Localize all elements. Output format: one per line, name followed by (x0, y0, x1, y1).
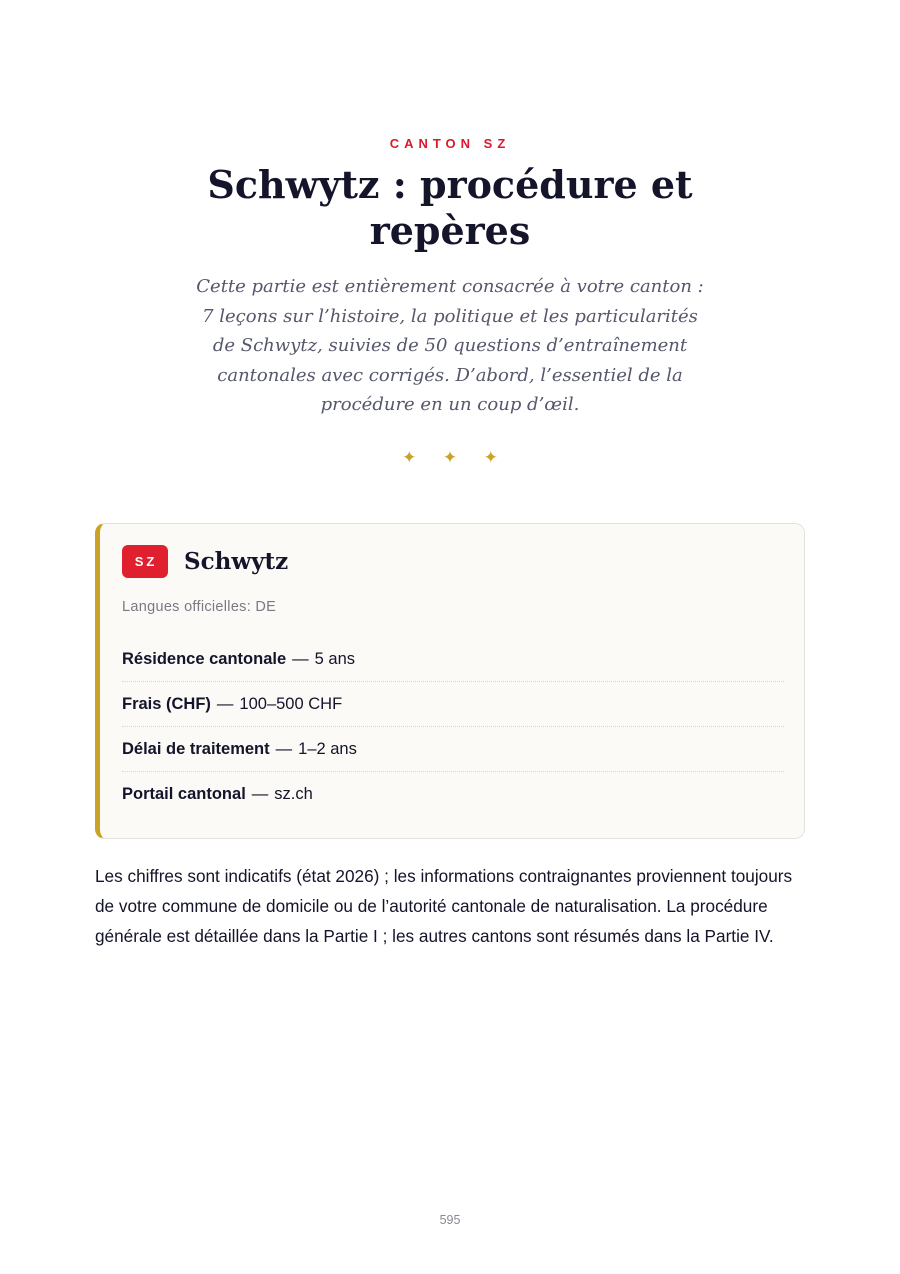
fact-separator: — (216, 694, 234, 713)
fact-separator: — (292, 649, 309, 668)
fact-value: 1–2 ans (298, 739, 357, 758)
fact-row-fees (122, 682, 784, 727)
canton-summary-card (95, 523, 805, 839)
fact-value: 100–500 CHF (239, 694, 343, 713)
fact-separator: — (251, 785, 269, 803)
body-paragraph: Les chiffres sont indicatifs (état 2026) ; les informations contraignantes proviennent toujours de votre commune de domicile ou de l’autorité cantonale de naturalisation. La procédure générale est détaillée dans la Partie I ; les autres cantons sont résumés dans la Partie IV. (95, 866, 793, 946)
fact-row-residence (122, 637, 784, 682)
page-number: 595 (439, 1213, 461, 1227)
fact-label: Résidence cantonale (122, 649, 287, 668)
intro-lede: Cette partie est entièrement consacrée à votre canton : 7 leçons sur l’histoire, la politique et les particularités de Schwytz, suivies de 50 questions d’entraînement cantonales avec corrigés. D’abord, l’essentiel de la procédure en un coup d’œil. (196, 276, 704, 415)
fact-value: 5 ans (314, 649, 356, 668)
fact-list (122, 637, 784, 817)
fact-label: Frais (CHF) (122, 694, 211, 713)
section-eyebrow: CANTON SZ (389, 136, 511, 151)
card-title: Schwytz (184, 547, 289, 575)
fact-separator: — (275, 739, 293, 758)
fact-label: Portail cantonal (122, 785, 246, 803)
fact-value: sz.ch (274, 785, 313, 803)
official-languages: Langues officielles: DE (122, 599, 277, 615)
star-icon: ✦ (402, 448, 417, 467)
canton-badge: SZ (122, 545, 168, 578)
star-icon: ✦ (483, 448, 498, 467)
fact-row-processing-time (122, 727, 784, 772)
fact-label: Délai de traitement (122, 739, 270, 758)
star-icon: ✦ (442, 448, 458, 467)
ornament-divider (0, 448, 900, 468)
page-title: Schwytz : procédure et repères (207, 162, 693, 253)
card-header (122, 544, 288, 578)
fact-row-portal (122, 772, 784, 817)
